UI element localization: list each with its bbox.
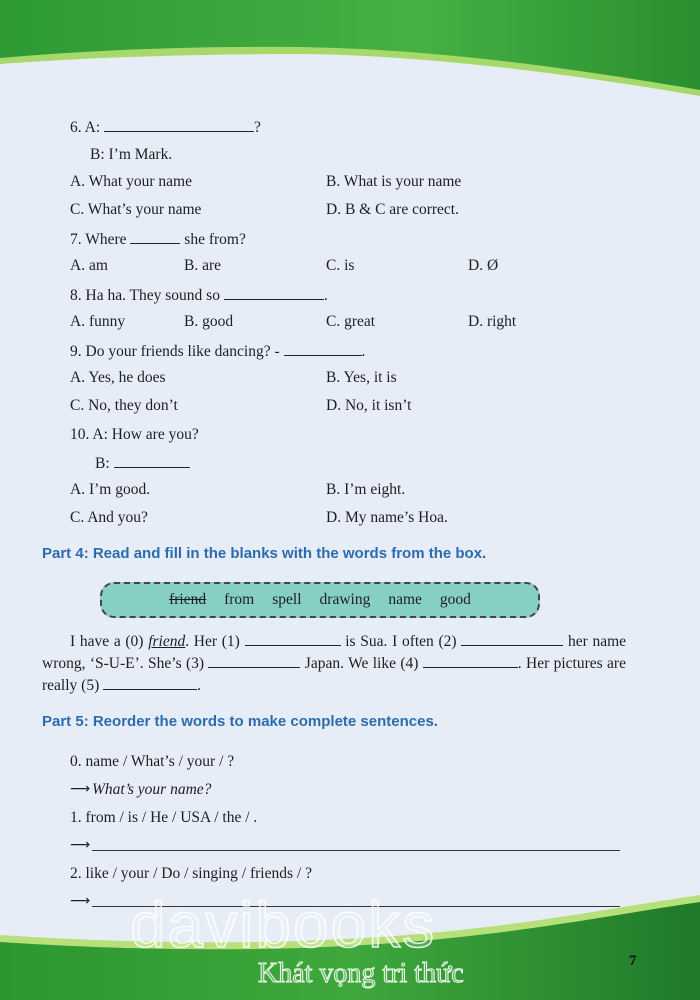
word-box-word: friend bbox=[169, 591, 207, 608]
blank-5[interactable] bbox=[103, 675, 197, 690]
part-5-title: Part 5: Reorder the words to make complete sentences. bbox=[42, 713, 438, 730]
tagline: Khát vọng tri thức bbox=[258, 958, 464, 989]
part-4-paragraph: I have a (0) friend. Her (1) is Sua. I often (2) her name wrong, ‘S-U-E’. She’s (3) Japan. We like (4) . Her pictures are really (5) . bbox=[42, 633, 627, 694]
question-8-stem: 8. Ha ha. They sound so . bbox=[70, 287, 328, 304]
watermark: davibooks bbox=[130, 889, 437, 961]
blank-1[interactable] bbox=[245, 631, 341, 646]
option[interactable]: D. Ø bbox=[468, 257, 499, 274]
question-7-stem: 7. Where she from? bbox=[70, 231, 246, 248]
option[interactable]: C. And you? bbox=[70, 509, 148, 526]
question-6-stem: 6. A: ? bbox=[70, 119, 261, 136]
blank[interactable] bbox=[104, 117, 254, 132]
option[interactable]: B. Yes, it is bbox=[326, 369, 397, 386]
arrow-icon: ⟶ bbox=[70, 893, 91, 909]
option[interactable]: C. No, they don’t bbox=[70, 397, 178, 414]
question-10-sub: B: bbox=[95, 453, 190, 474]
arrow-icon: ⟶ bbox=[70, 837, 91, 853]
word-box bbox=[100, 582, 540, 618]
answer-line-1[interactable] bbox=[92, 850, 620, 851]
question-10-stem: 10. A: How are you? bbox=[70, 426, 199, 443]
option[interactable]: A. am bbox=[70, 257, 108, 274]
option[interactable]: D. No, it isn’t bbox=[326, 397, 412, 414]
option[interactable]: A. What your name bbox=[70, 173, 192, 190]
word-box-word: name bbox=[388, 591, 422, 608]
blank-4[interactable] bbox=[423, 653, 518, 668]
option[interactable]: D. right bbox=[468, 313, 517, 330]
option[interactable]: B. good bbox=[184, 313, 234, 330]
option[interactable]: A. Yes, he does bbox=[70, 369, 166, 386]
blank-3[interactable] bbox=[208, 653, 300, 668]
blank[interactable] bbox=[224, 285, 324, 300]
example-answer: friend bbox=[148, 633, 186, 650]
part-5-item-1: 1. from / is / He / USA / the / . bbox=[70, 809, 258, 826]
part-4-title: Part 4: Read and fill in the blanks with the words from the box. bbox=[42, 545, 487, 562]
part-5-example-answer: What’s your name? bbox=[92, 781, 212, 798]
page-number: 7 bbox=[629, 953, 637, 969]
word-box-word: spell bbox=[272, 591, 302, 608]
option[interactable]: D. My name’s Hoa. bbox=[326, 509, 448, 526]
word-box-word: good bbox=[439, 591, 471, 608]
word-box-word: from bbox=[224, 591, 255, 608]
arrow-icon: ⟶ bbox=[70, 781, 91, 797]
option[interactable]: C. great bbox=[326, 313, 376, 330]
question-9-stem: 9. Do your friends like dancing? - . bbox=[70, 343, 366, 360]
option[interactable]: B. What is your name bbox=[326, 173, 462, 190]
option[interactable]: B. are bbox=[184, 257, 222, 274]
option[interactable]: A. funny bbox=[70, 313, 126, 330]
option[interactable]: D. B & C are correct. bbox=[326, 201, 459, 218]
blank-2[interactable] bbox=[461, 631, 563, 646]
option[interactable]: C. is bbox=[326, 257, 355, 274]
top-green-band bbox=[0, 0, 700, 120]
blank[interactable] bbox=[284, 341, 362, 356]
option[interactable]: C. What’s your name bbox=[70, 201, 202, 218]
part-5-item-0: 0. name / What’s / your / ? bbox=[70, 753, 235, 770]
option[interactable]: A. I’m good. bbox=[70, 481, 151, 498]
blank[interactable] bbox=[114, 453, 190, 468]
part-5-item-2: 2. like / your / Do / singing / friends / ? bbox=[70, 865, 312, 882]
word-box-word: drawing bbox=[319, 591, 371, 608]
blank[interactable] bbox=[130, 229, 180, 244]
option[interactable]: B. I’m eight. bbox=[326, 481, 406, 498]
question-6-sub: B: I’m Mark. bbox=[90, 146, 173, 163]
